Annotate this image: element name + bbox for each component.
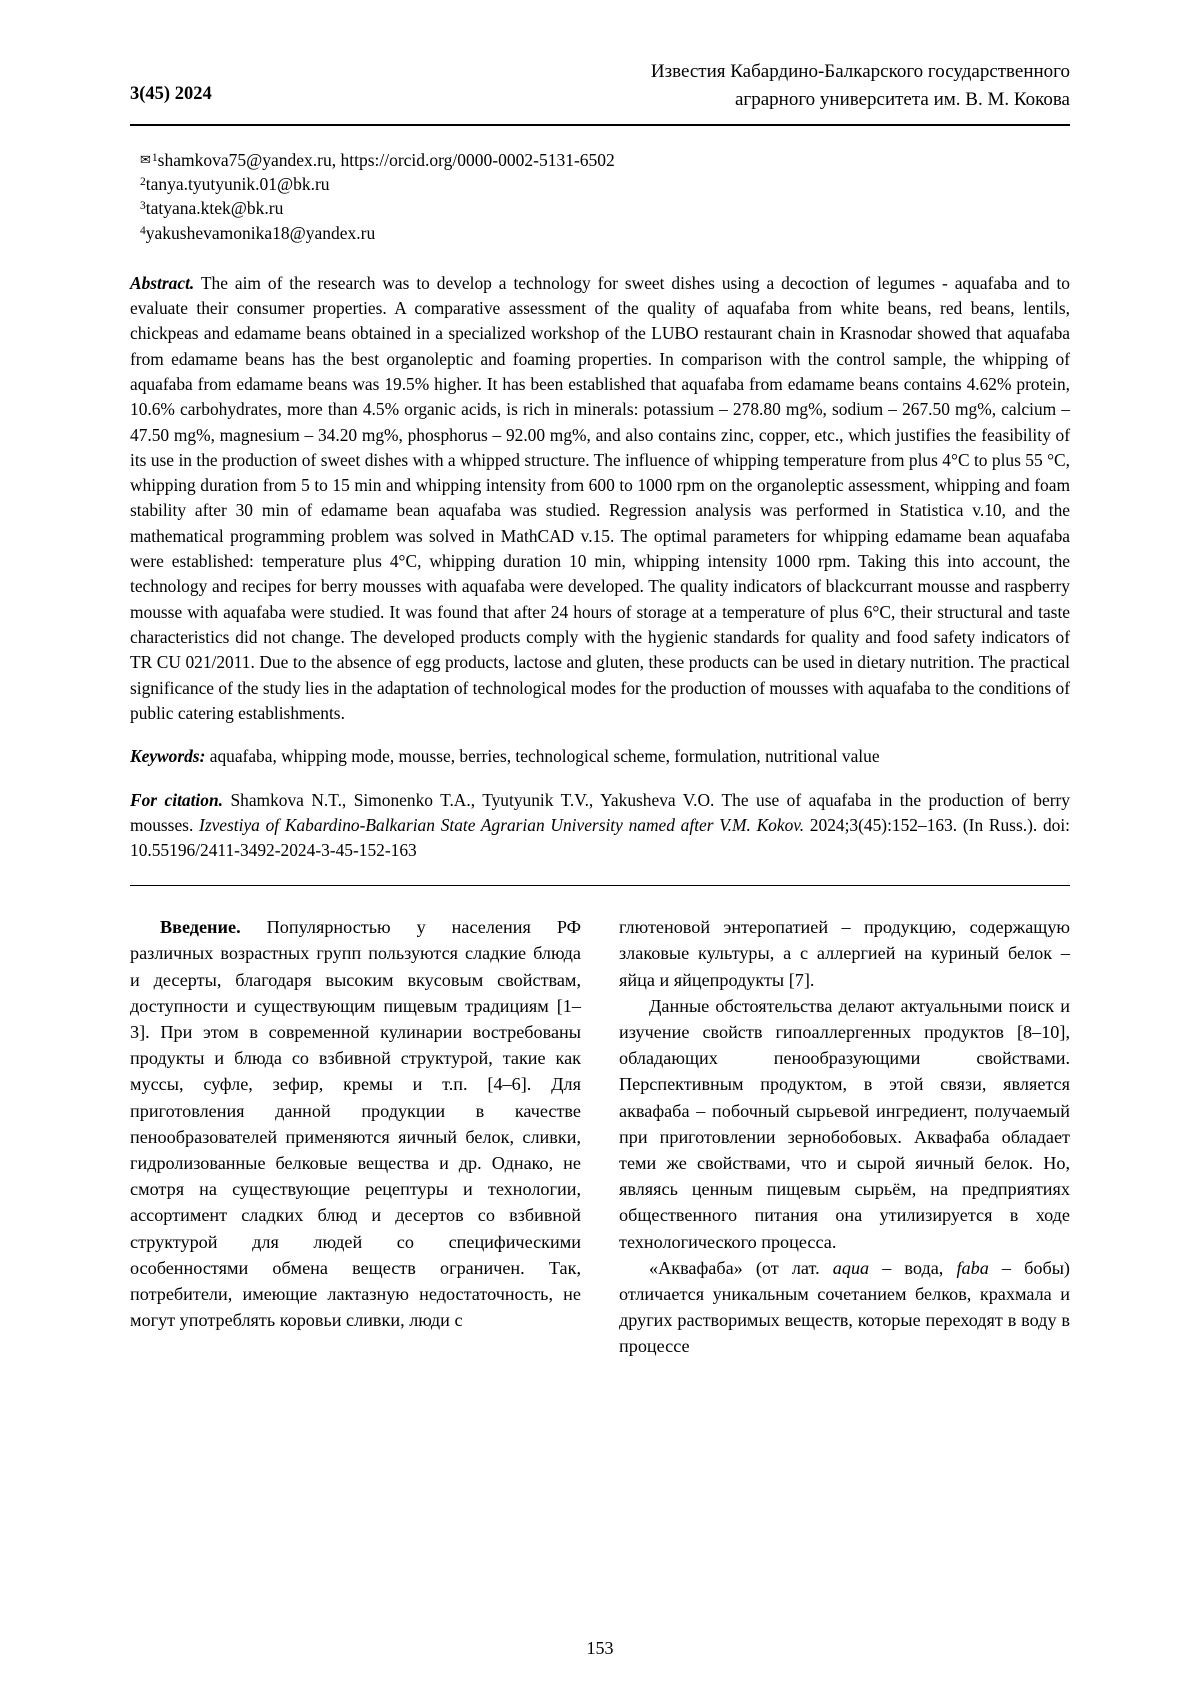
email-superscript-4: 4 — [140, 224, 146, 237]
abstract-section — [130, 271, 1070, 727]
latin-term-aqua: aqua — [832, 1257, 870, 1278]
email-text-1: shamkova75@yandex.ru, https://orcid.org/0000-0002-5131-6502 — [157, 150, 615, 171]
email-superscript-2: 2 — [140, 176, 146, 189]
keywords-label: Keywords: — [130, 746, 206, 767]
journal-title-line1: Известия Кабардино-Балкарского государственного — [650, 61, 1070, 82]
page-header — [130, 58, 1070, 121]
citation-journal-name: Izvestiya of Kabardino-Balkarian State Agrarian University named after V.M. Kokov. — [199, 814, 805, 835]
author-emails — [130, 148, 1070, 245]
right-paragraph-3-part3: – бобы) отличается уникальным сочетанием белков, крахмала и других растворимых веществ, которые переходят в воду в процессе — [619, 1257, 1070, 1357]
email-line-2 — [140, 172, 1070, 196]
body-columns — [130, 914, 1070, 1359]
section-divider — [130, 885, 1070, 886]
email-text-3: tatyana.ktek@bk.ru — [145, 198, 284, 219]
latin-term-faba: faba — [956, 1257, 989, 1278]
citation-section — [130, 788, 1070, 864]
email-superscript-1: 1 — [151, 152, 158, 165]
abstract-text: The aim of the research was to develop a technology for sweet dishes using a decoction of legumes - aquafaba and to evaluate their consumer properties. A comparative assessment of the quality of aquafaba from white beans, red beans, lentils, chickpeas and edamame beans obtained in a specialized workshop of the LUBO restaurant chain in Krasnodar showed that aquafaba from edamame beans has the best organoleptic and foaming properties. In comparison with the control sample, the whipping of aquafaba from edamame beans was 19.5% higher. It has been established that aquafaba from edamame beans contains 4.62% protein, 10.6% carbohydrates, more than 4.5% organic acids, is rich in minerals: potassium – 278.80 mg%, sodium – 267.50 mg%, calcium – 47.50 mg%, magnesium – 34.20 mg%, phosphorus – 92.00 mg%, and also contains zinc, copper, etc., which justifies the feasibility of its use in the production of sweet dishes with a whipped structure. The influence of whipping temperature from plus 4°C to plus 55 °C, whipping duration from 5 to 15 min and whipping intensity from 600 to 1000 rpm on the organoleptic assessment, whipping and foam stability after 30 min of edamame bean aquafaba was studied. Regression analysis was performed in Statistica v.10, and the mathematical programming problem was solved in MathCAD v.15. The optimal parameters for whipping edamame bean aquafaba were established: temperature plus 4°C, whipping duration 10 min, whipping intensity 1000 rpm. Taking this into account, the technology and recipes for berry mousses with aquafaba were developed. The quality indicators of blackcurrant mousse and raspberry mousse with aquafaba were studied. It was found that after 24 hours of storage at a temperature of plus 6°C, their structural and taste characteristics did not change. The developed products comply with the hygienic standards for quality and food safety indicators of TR CU 021/2011. Due to the absence of egg products, lactose and gluten, these products can be used in dietary nutrition. The practical significance of the study lies in the adaptation of technological modes for the production of mousses with aquafaba to the conditions of public catering establishments. — [130, 272, 1070, 723]
abstract-label: Abstract. — [130, 272, 195, 293]
left-paragraph-1-text: Популярностью у населения РФ различных возрастных групп пользуются сладкие блюда и десерты, благодаря высоким вкусовым свойствам, доступности и существующим пищевым традициям [1–3]. При этом в современной кулинарии востребованы продукты и блюда со взбивной структурой, такие как муссы, суфле, зефир, кремы и т.п. [4–6]. Для приготовления данной продукции в качестве пенообразователей применяются яичный белок, сливки, гидролизованные белковые вещества и др. Однако, не смотря на существующие рецептуры и технологии, ассортимент сладких блюд и десертов со взбивной структурой для людей со специфическими особенностями обмена веществ ограничен. Так, потребители, имеющие лактазную недостаточность, не могут употреблять коровьи сливки, люди с — [130, 917, 581, 1331]
right-column — [619, 914, 1070, 1359]
intro-heading: Введение. — [160, 917, 241, 938]
envelope-icon: ✉ — [140, 152, 151, 168]
email-line-3 — [140, 196, 1070, 220]
right-paragraph-2: Данные обстоятельства делают актуальными поиск и изучение свойств гипоаллергенных продуктов [8–10], обладающих пенообразующими свойствами. Перспективным продуктом, в этой связи, является аквафаба – побочный сырьевой ингредиент, получаемый при приготовлении зернобобовых. Аквафаба обладает теми же свойствами, что и сырой яичный белок. Но, являясь ценным пищевым сырьём, на предприятиях общественного питания она утилизируется в ходе технологического процесса. — [619, 995, 1070, 1252]
email-line-4 — [140, 221, 1070, 245]
email-text-2: tanya.tyutyunik.01@bk.ru — [145, 174, 330, 195]
email-line-1 — [140, 148, 1070, 172]
journal-title-line2: аграрного университета им. В. М. Кокова — [735, 88, 1070, 110]
citation-text-part2: 2024;3(45):152–163. (In Russ.). doi: 10.55196/2411-3492-2024-3-45-152-163 — [130, 814, 1070, 860]
email-text-4: yakushevamonika18@yandex.ru — [145, 222, 376, 243]
email-superscript-3: 3 — [140, 200, 146, 213]
left-paragraph-1 — [130, 914, 581, 1333]
right-paragraph-3-part1: «Аквафаба» (от лат. — [649, 1257, 833, 1278]
keywords-section — [130, 744, 1070, 769]
right-paragraph-3-part2: – вода, — [869, 1257, 957, 1278]
keywords-text: aquafaba, whipping mode, mousse, berries, technological scheme, formulation, nutritional value — [209, 746, 880, 767]
right-paragraph-3 — [619, 1255, 1070, 1360]
page-number: 153 — [586, 1638, 614, 1658]
citation-text-part1: Shamkova N.T., Simonenko T.A., Tyutyunik T.V., Yakusheva V.O. The use of aquafaba in the production of berry mousses. — [130, 789, 1070, 835]
header-divider — [130, 124, 1070, 126]
left-column — [130, 914, 581, 1359]
issue-number: 3(45) 2024 — [130, 84, 212, 104]
citation-label: For citation. — [130, 789, 223, 810]
right-paragraph-1: глютеновой энтеропатией – продукцию, содержащую злаковые культуры, а с аллергией на куриный белок – яйца и яйцепродукты [7]. — [619, 917, 1070, 990]
journal-title — [212, 58, 1070, 113]
